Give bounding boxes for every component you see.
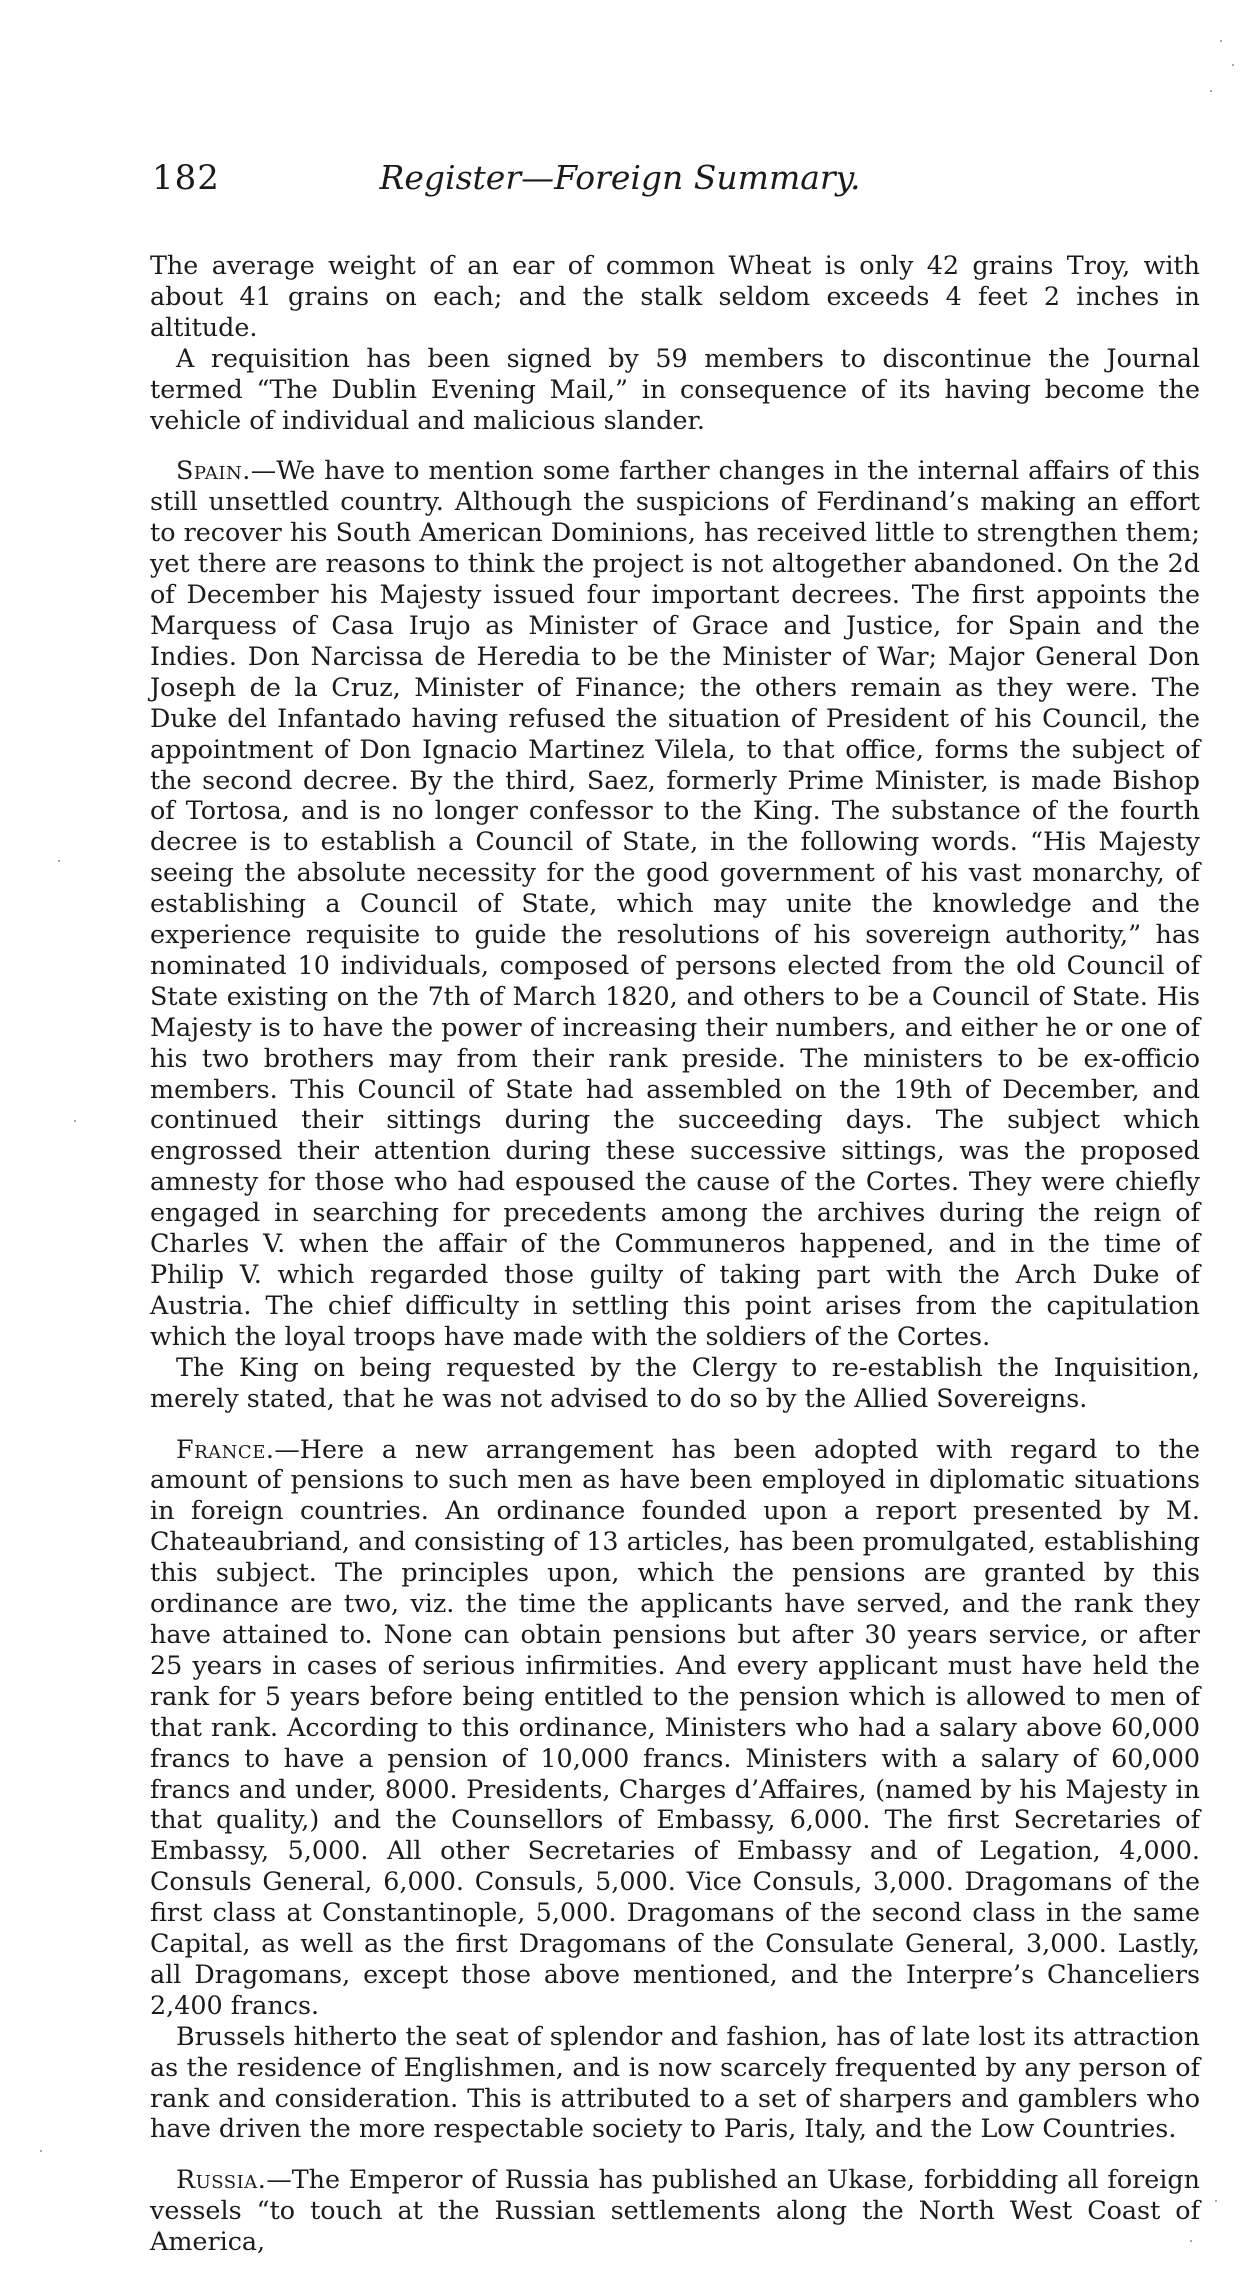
running-head: Register—Foreign Summary. [379,158,861,197]
scan-speck [1215,2200,1217,2202]
page-header [150,158,1090,218]
paragraph-inquisition: The King on being requested by the Clergy to re-establish the Inquisition, merely stated, that he was not advised to do so by the Allied Sovereigns. [150,1351,1200,1413]
page-number: 182 [152,158,220,198]
france-text: —Here a new arrangement has been adopted with regard to the amount of pensions to such men as have been employed in diplomatic situations in foreign countries. An ordinance founded upon a report presented by M. Chateaubriand, and consisting of 13 articles, has been promulgated, establishing this subject. The principles upon, which the pensions are granted by this ordinance are two, viz. the time the applicants have served, and the rank they have attained to. None can obtain pensions but after 30 years service, or after 25 years in cases of serious infirmities. And every applicant must have held the rank for 5 years before being entitled to the pension which is allowed to men of that rank. According to this ordinance, Ministers who had a salary above 60,000 francs to have a pension of 10,000 francs. Ministers with a salary of 60,000 francs and under, 8000. Presidents, Charges d’Affaires, (named by his Majesty in that quality,) and the Counsellors of Embassy, 6,000. The first Secretaries of Embassy, 5,000. All other Secretaries of Embassy and of Legation, 4,000. Consuls General, 6,000. Consuls, 5,000. Vice Consuls, 3,000. Dragomans of the first class at Constantinople, 5,000. Dragomans of the second class in the same Capital, as well as the first Dragomans of the Consulate General, 3,000. Lastly, all Dragomans, except those above mentioned, and the Interpre’s Chanceliers 2,400 francs. [150,1433,1200,2020]
russia-text: —The Emperor of Russia has published an Ukase, forbidding all foreign vessels “to touch at the Russian settlements along the North West Coast of America, [150,2164,1200,2257]
scan-speck [1220,40,1222,42]
section-heading-france: France. [176,1433,275,1464]
paragraph-wheat: The average weight of an ear of common Wheat is only 42 grains Troy, with about 41 grains on each; and the stalk seldom exceeds 4 feet 2 inches in altitude. [150,250,1200,342]
paragraph-requisition: A requisition has been signed by 59 members to discontinue the Journal termed “The Dublin Evening Mail,” in consequence of its having become the vehicle of individual and malicious slander. [150,342,1200,435]
scan-speck [1232,64,1234,66]
scan-speck [40,2150,42,2152]
paragraph-spain [150,455,1200,1351]
scan-speck [1190,2240,1192,2242]
section-heading-spain: Spain. [176,455,251,486]
scan-speck [74,1120,76,1122]
paragraph-france [150,1434,1200,2021]
paragraph-russia [150,2164,1200,2257]
scan-speck [1210,90,1212,92]
article-body [150,250,1200,2257]
paragraph-brussels: Brussels hitherto the seat of splendor and fashion, has of late lost its attraction as the residence of Englishmen, and is now scarcely frequented by any person of rank and consideration. This is attributed to a set of sharpers and gamblers who have driven the more respectable society to Paris, Italy, and the Low Countries. [150,2020,1200,2144]
section-heading-russia: Russia. [176,2164,267,2195]
spain-text: —We have to mention some farther changes in the internal affairs of this still unsettled country. Although the suspicions of Ferdinand’s making an effort to recover his South American Dominions, has received little to strengthen them; yet there are reasons to think the project is not altogether abandoned. On the 2d of December his Majesty issued four important decrees. The first appoints the Marquess of Casa Irujo as Minister of Grace and Justice, for Spain and the Indies. Don Narcissa de Heredia to be the Minister of War; Major General Don Joseph de la Cruz, Minister of Finance; the others remain as they were. The Duke del Infantado having refused the situation of President of his Council, the appointment of Don Ignacio Martinez Vilela, to that office, forms the subject of the second decree. By the third, Saez, formerly Prime Minister, is made Bishop of Tortosa, and is no longer confessor to the King. The substance of the fourth decree is to establish a Council of State, in the following words. “His Majesty seeing the absolute necessity for the good government of his vast monarchy, of establishing a Council of State, which may unite the knowledge and the experience requisite to guide the resolutions of his sovereign authority,” has nominated 10 individuals, composed of persons elected from the old Council of State existing on the 7th of March 1820, and others to be a Council of State. His Majesty is to have the power of increasing their numbers, and either he or one of his two brothers may from their rank preside. The ministers to be ex-officio members. This Council of State had assembled on the 19th of December, and continued their sittings during the succeeding days. The subject which engrossed their attention during these successive sittings, was the proposed amnesty for those who had espoused the cause of the Cortes. They were chiefly engaged in searching for precedents among the archives during the reign of Charles V. when the affair of the Communeros happened, and in the time of Philip V. which regarded those guilty of taking part with the Arch Duke of Austria. The chief difficulty in settling this point arises from the capitulation which the loyal troops have made with the soldiers of the Cortes. [150,455,1200,1351]
scan-speck [58,860,60,862]
